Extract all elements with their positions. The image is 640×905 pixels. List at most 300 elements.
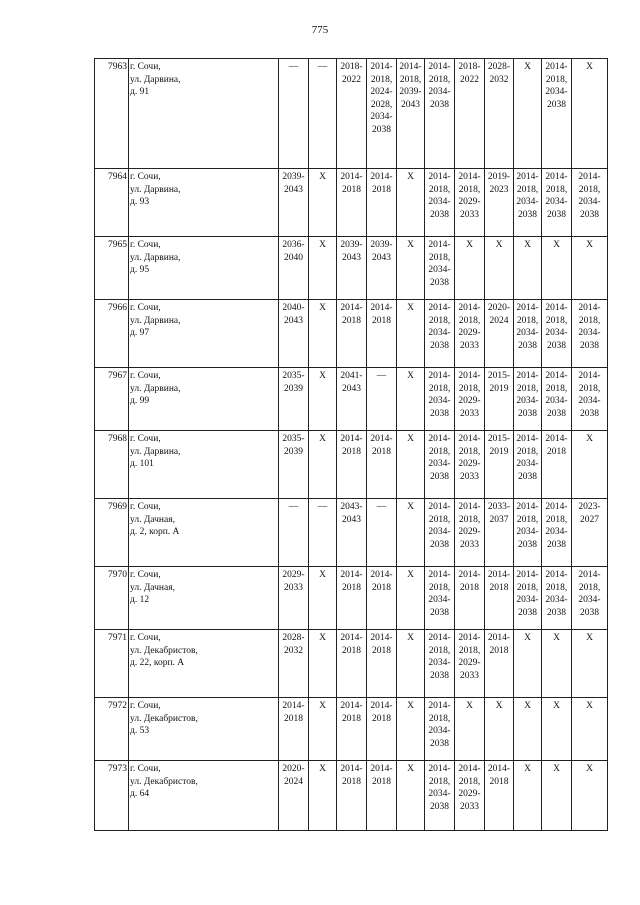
address-line: г. Сочи, xyxy=(130,371,161,381)
period-value: 2018, xyxy=(516,582,539,593)
period-value: 2029- xyxy=(458,789,481,799)
period-cell xyxy=(514,567,542,630)
period-value: 2018, xyxy=(428,582,451,593)
period-value: 2014- xyxy=(578,172,601,182)
period-cell xyxy=(367,368,397,431)
row-number: 7963 xyxy=(95,59,129,169)
period-cell xyxy=(485,698,514,761)
period-value: 2038 xyxy=(580,408,599,419)
period-cell xyxy=(572,169,608,237)
period-cell xyxy=(309,368,337,431)
period-value: 2014- xyxy=(340,701,363,711)
period-cell xyxy=(367,499,397,567)
period-value: 2034- xyxy=(428,459,451,469)
period-value: 2040- xyxy=(282,303,305,313)
period-cell xyxy=(397,567,425,630)
period-value: 2018- xyxy=(340,62,363,72)
period-value: 2018, xyxy=(458,776,481,787)
period-cell xyxy=(514,368,542,431)
period-value: X xyxy=(407,570,414,580)
period-value: 2034- xyxy=(516,459,539,469)
period-value: 2033 xyxy=(460,340,479,351)
period-value: 2038 xyxy=(547,340,566,351)
address-line: г. Сочи, xyxy=(130,502,161,512)
period-cell xyxy=(485,169,514,237)
period-value: 2034- xyxy=(545,87,568,97)
period-value: 2018, xyxy=(458,315,481,326)
period-cell xyxy=(397,169,425,237)
period-cell xyxy=(514,431,542,499)
period-value: 2018, xyxy=(516,315,539,326)
address-line: д. 53 xyxy=(130,726,150,736)
period-cell xyxy=(425,431,455,499)
address-line: ул. Дарвина, xyxy=(130,446,181,457)
period-value: 2038 xyxy=(430,471,449,482)
table-row xyxy=(95,300,608,368)
period-value: 2014- xyxy=(545,434,568,444)
period-cell xyxy=(337,237,367,300)
row-number: 7973 xyxy=(95,761,129,831)
period-cell xyxy=(279,499,309,567)
period-value: 2018, xyxy=(428,383,451,394)
address-line: г. Сочи, xyxy=(130,633,161,643)
period-value: 2014- xyxy=(340,764,363,774)
period-value: 2018, xyxy=(578,582,601,593)
period-value: 2018, xyxy=(428,776,451,787)
period-cell xyxy=(337,499,367,567)
period-value: 2029- xyxy=(458,197,481,207)
period-cell xyxy=(572,698,608,761)
period-value: 2043 xyxy=(342,514,361,525)
row-number: 7964 xyxy=(95,169,129,237)
table-row xyxy=(95,630,608,698)
period-value: X xyxy=(586,764,593,774)
period-value: 2038 xyxy=(430,801,449,812)
period-cell xyxy=(425,59,455,169)
period-value: 2014- xyxy=(282,701,305,711)
period-value: X xyxy=(466,240,473,250)
period-value: 2024- xyxy=(370,87,393,97)
period-cell xyxy=(279,567,309,630)
period-value: 2043 xyxy=(401,99,420,110)
address-line: ул. Дарвина, xyxy=(130,74,181,85)
period-value: 2034- xyxy=(545,396,568,406)
address-line: ул. Дарвина, xyxy=(130,383,181,394)
period-value: 2033 xyxy=(460,408,479,419)
period-cell xyxy=(337,431,367,499)
period-value: 2018, xyxy=(545,184,568,195)
period-value: 2018, xyxy=(578,383,601,394)
address-cell xyxy=(129,567,279,630)
period-value: X xyxy=(407,633,414,643)
period-value: 2038 xyxy=(518,539,537,550)
schedule-table xyxy=(94,58,608,831)
period-value: 2039 xyxy=(284,383,303,394)
period-value: 2014- xyxy=(340,172,363,182)
period-value: X xyxy=(319,633,326,643)
period-value: X xyxy=(407,303,414,313)
period-cell xyxy=(455,169,485,237)
table-row xyxy=(95,169,608,237)
period-cell xyxy=(309,300,337,368)
table-row xyxy=(95,698,608,761)
period-value: 2014- xyxy=(578,570,601,580)
period-value: 2034- xyxy=(516,328,539,338)
address-line: г. Сочи, xyxy=(130,764,161,774)
row-number: 7969 xyxy=(95,499,129,567)
period-cell xyxy=(279,698,309,761)
period-cell xyxy=(337,630,367,698)
period-value: 2014- xyxy=(428,371,451,381)
period-cell xyxy=(425,761,455,831)
period-cell xyxy=(572,237,608,300)
period-value: X xyxy=(524,701,531,711)
period-value: 2014- xyxy=(458,434,481,444)
period-value: 2018, xyxy=(458,184,481,195)
table-row xyxy=(95,237,608,300)
address-cell xyxy=(129,499,279,567)
period-value: 2034- xyxy=(545,197,568,207)
address-line: ул. Декабристов, xyxy=(130,713,198,724)
period-value: X xyxy=(466,701,473,711)
period-cell xyxy=(425,630,455,698)
period-value: 2018, xyxy=(545,514,568,525)
period-value: 2038 xyxy=(547,607,566,618)
period-value: 2039- xyxy=(340,240,363,250)
period-value: 2034- xyxy=(545,328,568,338)
period-cell xyxy=(572,368,608,431)
period-cell xyxy=(514,237,542,300)
table-row xyxy=(95,761,608,831)
period-cell xyxy=(455,698,485,761)
period-value: 2034- xyxy=(428,595,451,605)
period-value: 2043 xyxy=(284,315,303,326)
period-value: 2018 xyxy=(547,446,566,457)
period-value: 2043 xyxy=(372,252,391,263)
period-cell xyxy=(367,698,397,761)
period-value: 2014- xyxy=(370,172,393,182)
period-value: X xyxy=(586,701,593,711)
period-value: X xyxy=(553,240,560,250)
period-cell xyxy=(485,368,514,431)
period-value: 2014- xyxy=(370,303,393,313)
period-cell xyxy=(337,698,367,761)
period-value: 2033 xyxy=(460,209,479,220)
address-line: г. Сочи, xyxy=(130,303,161,313)
period-cell xyxy=(425,300,455,368)
period-value: 2014- xyxy=(428,701,451,711)
period-value: 2018, xyxy=(458,645,481,656)
period-cell xyxy=(279,169,309,237)
table-row xyxy=(95,499,608,567)
address-line: г. Сочи, xyxy=(130,434,161,444)
period-value: X xyxy=(407,701,414,711)
period-cell xyxy=(485,237,514,300)
period-value: 2014- xyxy=(545,570,568,580)
period-cell xyxy=(337,169,367,237)
period-value: X xyxy=(319,434,326,444)
period-value: 2014- xyxy=(516,371,539,381)
period-value: 2038 xyxy=(430,607,449,618)
period-value: 2014- xyxy=(370,764,393,774)
period-value: 2034- xyxy=(516,197,539,207)
period-value: X xyxy=(407,240,414,250)
period-cell xyxy=(455,431,485,499)
period-cell xyxy=(279,300,309,368)
period-cell xyxy=(309,630,337,698)
period-value: 2020- xyxy=(282,764,305,774)
period-value: 2039 xyxy=(284,446,303,457)
period-value: 2014- xyxy=(340,570,363,580)
period-cell xyxy=(397,698,425,761)
period-value: 2033 xyxy=(460,539,479,550)
period-value: 2018, xyxy=(458,446,481,457)
period-cell xyxy=(397,237,425,300)
period-value: 2034- xyxy=(428,658,451,668)
period-value: 2014- xyxy=(516,172,539,182)
period-value: 2014- xyxy=(458,172,481,182)
address-cell xyxy=(129,761,279,831)
period-cell xyxy=(397,761,425,831)
period-value: 2018, xyxy=(545,582,568,593)
period-value: 2014- xyxy=(458,303,481,313)
period-value: 2014- xyxy=(428,303,451,313)
period-value: 2014- xyxy=(458,764,481,774)
period-value: 2022 xyxy=(460,74,479,85)
period-value: 2033 xyxy=(460,471,479,482)
period-value: 2018, xyxy=(545,74,568,85)
period-cell xyxy=(279,761,309,831)
period-value: 2018, xyxy=(428,252,451,263)
period-cell xyxy=(337,300,367,368)
period-value: 2014- xyxy=(487,570,511,580)
address-line: ул. Декабристов, xyxy=(130,776,198,787)
period-value: 2014- xyxy=(428,764,451,774)
period-value: 2014- xyxy=(545,502,568,512)
period-value: 2014- xyxy=(458,570,481,580)
table-row xyxy=(95,59,608,169)
period-value: 2014- xyxy=(428,434,451,444)
period-value: 2033 xyxy=(284,582,303,593)
period-value: 2014- xyxy=(545,303,568,313)
period-value: 2018, xyxy=(428,713,451,724)
address-line: г. Сочи, xyxy=(130,570,161,580)
period-value: 2018 xyxy=(372,184,391,195)
period-cell xyxy=(455,300,485,368)
address-line: г. Сочи, xyxy=(130,701,161,711)
period-value: 2018 xyxy=(342,776,361,787)
address-line: г. Сочи, xyxy=(130,62,161,72)
period-value: 2014- xyxy=(545,62,568,72)
period-value: 2019 xyxy=(489,383,509,394)
period-value: 2019 xyxy=(489,446,509,457)
address-line: ул. Дарвина, xyxy=(130,184,181,195)
period-value: 2014- xyxy=(428,62,451,72)
period-cell xyxy=(337,761,367,831)
period-value: 2038 xyxy=(430,277,449,288)
period-cell xyxy=(279,630,309,698)
period-value: 2029- xyxy=(282,570,305,580)
period-cell xyxy=(485,567,514,630)
address-cell xyxy=(129,698,279,761)
period-cell xyxy=(309,59,337,169)
period-value: 2015- xyxy=(487,371,511,381)
period-value: 2038 xyxy=(430,340,449,351)
period-value: 2038 xyxy=(518,607,537,618)
period-cell xyxy=(572,499,608,567)
period-cell xyxy=(455,368,485,431)
period-cell xyxy=(337,567,367,630)
period-value: 2018, xyxy=(458,383,481,394)
address-cell xyxy=(129,237,279,300)
period-value: 2033- xyxy=(487,502,511,512)
period-cell xyxy=(542,630,572,698)
period-value: 2038 xyxy=(547,539,566,550)
row-number: 7965 xyxy=(95,237,129,300)
period-value: 2036- xyxy=(282,240,305,250)
period-cell xyxy=(309,499,337,567)
period-cell xyxy=(514,499,542,567)
period-value: 2014- xyxy=(340,434,363,444)
period-value: 2029- xyxy=(458,527,481,537)
period-cell xyxy=(514,630,542,698)
period-value: 2014- xyxy=(428,240,451,250)
period-value: 2014- xyxy=(428,502,451,512)
period-cell xyxy=(455,499,485,567)
period-value: 2018, xyxy=(516,446,539,457)
period-value: X xyxy=(407,172,414,182)
period-value: 2018 xyxy=(342,582,361,593)
period-value: 2018, xyxy=(578,315,601,326)
period-cell xyxy=(455,761,485,831)
period-cell xyxy=(542,368,572,431)
period-value: 2043 xyxy=(342,252,361,263)
period-value: 2034- xyxy=(428,726,451,736)
address-cell xyxy=(129,431,279,499)
period-value: 2028, xyxy=(370,99,393,110)
period-value: 2014- xyxy=(370,570,393,580)
period-cell xyxy=(572,630,608,698)
period-cell xyxy=(542,499,572,567)
period-cell xyxy=(572,761,608,831)
period-value: 2023 xyxy=(489,184,509,195)
period-value: 2014- xyxy=(545,371,568,381)
period-value: 2018, xyxy=(428,184,451,195)
period-cell xyxy=(542,431,572,499)
period-value: 2043- xyxy=(340,502,363,512)
period-value: 2014- xyxy=(428,633,451,643)
period-value: 2018 xyxy=(372,713,391,724)
period-value: — xyxy=(317,62,328,72)
period-cell xyxy=(279,431,309,499)
period-value: 2018 xyxy=(489,645,509,656)
row-number: 7972 xyxy=(95,698,129,761)
period-cell xyxy=(514,169,542,237)
period-value: 2029- xyxy=(458,396,481,406)
period-cell xyxy=(397,630,425,698)
period-value: X xyxy=(407,502,414,512)
period-value: X xyxy=(553,764,560,774)
period-cell xyxy=(485,431,514,499)
address-line: ул. Дачная, xyxy=(130,514,175,525)
period-value: 2018 xyxy=(372,582,391,593)
period-value: 2038 xyxy=(430,408,449,419)
period-cell xyxy=(542,237,572,300)
period-value: 2038 xyxy=(430,738,449,749)
period-value: 2024 xyxy=(489,315,509,326)
period-cell xyxy=(367,567,397,630)
period-value: 2018 xyxy=(460,582,479,593)
period-value: — xyxy=(317,502,328,512)
period-value: 2034- xyxy=(370,112,393,122)
period-value: 2023- xyxy=(578,502,601,512)
period-value: 2018, xyxy=(545,315,568,326)
period-cell xyxy=(485,630,514,698)
period-value: 2018, xyxy=(399,74,422,85)
period-value: 2018, xyxy=(516,184,539,195)
period-value: 2018, xyxy=(458,514,481,525)
period-value: 2018, xyxy=(428,446,451,457)
period-value: 2039- xyxy=(282,172,305,182)
address-line: д. 97 xyxy=(130,328,150,338)
period-value: 2035- xyxy=(282,434,305,444)
period-value: 2018, xyxy=(578,184,601,195)
period-cell xyxy=(485,300,514,368)
period-cell xyxy=(572,300,608,368)
period-cell xyxy=(397,59,425,169)
period-value: — xyxy=(288,502,299,512)
period-value: X xyxy=(524,633,531,643)
period-value: X xyxy=(553,633,560,643)
period-value: 2022 xyxy=(342,74,361,85)
period-value: 2041- xyxy=(340,371,363,381)
period-value: 2018, xyxy=(428,315,451,326)
table-row xyxy=(95,431,608,499)
address-line: д. 95 xyxy=(130,265,150,275)
period-value: 2018 xyxy=(284,713,303,724)
period-value: 2014- xyxy=(578,303,601,313)
period-cell xyxy=(514,761,542,831)
period-cell xyxy=(279,237,309,300)
period-cell xyxy=(337,59,367,169)
period-value: 2034- xyxy=(516,527,539,537)
period-value: 2018, xyxy=(545,383,568,394)
page-number: 775 xyxy=(311,24,329,36)
row-number: 7967 xyxy=(95,368,129,431)
period-cell xyxy=(279,59,309,169)
period-cell xyxy=(425,169,455,237)
period-cell xyxy=(309,169,337,237)
address-line: г. Сочи, xyxy=(130,240,161,250)
period-value: 2038 xyxy=(547,209,566,220)
period-cell xyxy=(309,698,337,761)
row-number: 7971 xyxy=(95,630,129,698)
period-value: 2014- xyxy=(428,570,451,580)
period-value: 2014- xyxy=(340,303,363,313)
period-value: 2018 xyxy=(372,446,391,457)
period-value: 2034- xyxy=(578,197,601,207)
period-cell xyxy=(514,59,542,169)
period-value: 2018, xyxy=(428,74,451,85)
address-line: д. 22, корп. А xyxy=(130,658,185,668)
period-cell xyxy=(542,300,572,368)
address-line: ул. Дарвина, xyxy=(130,315,181,326)
period-cell xyxy=(425,698,455,761)
period-value: 2014- xyxy=(545,172,568,182)
period-value: X xyxy=(407,434,414,444)
period-value: 2032 xyxy=(284,645,303,656)
period-value: X xyxy=(319,303,326,313)
